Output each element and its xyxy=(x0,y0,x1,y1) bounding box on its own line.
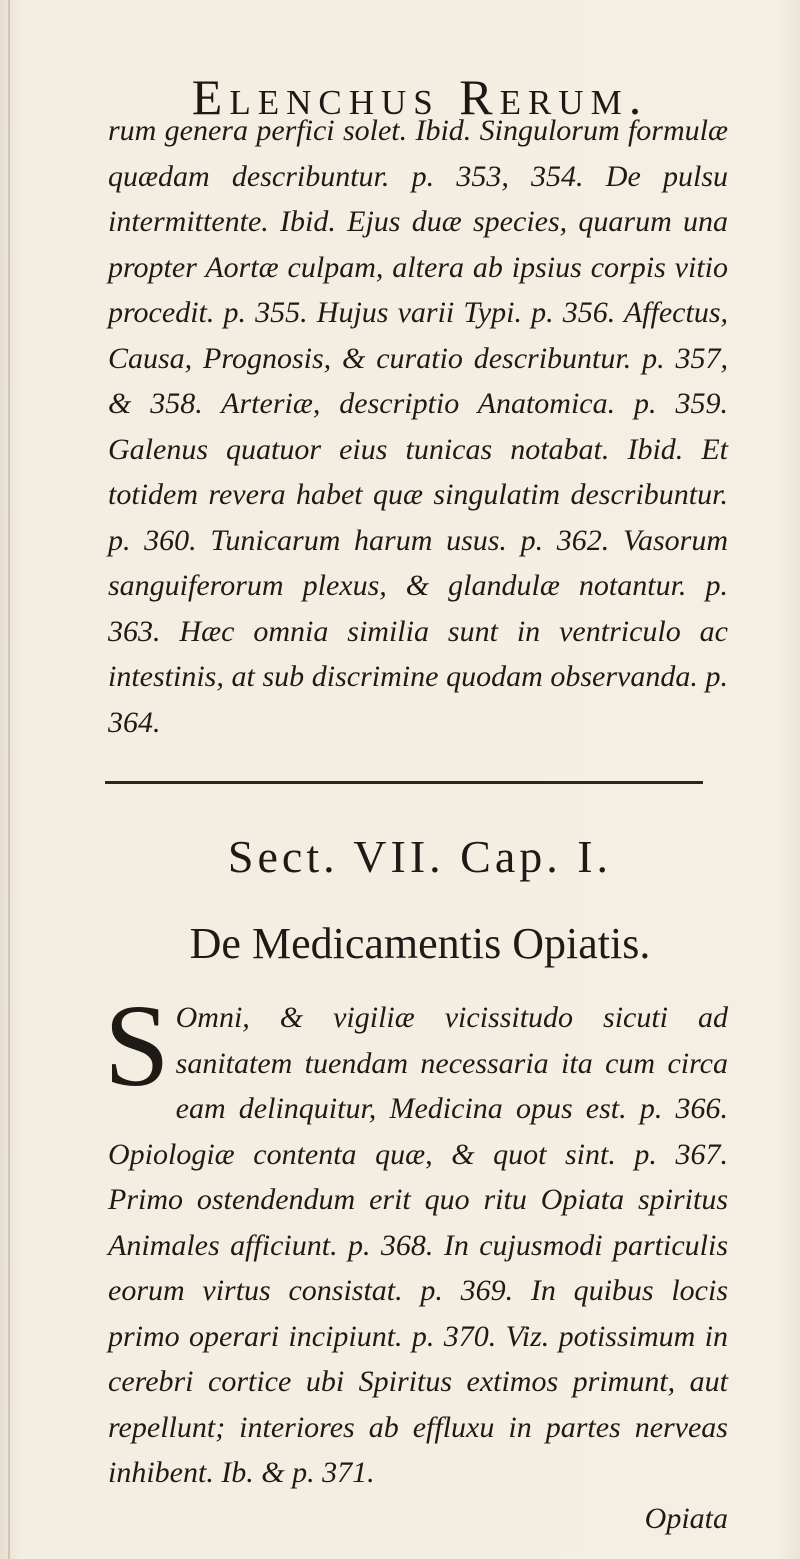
section-heading: Sect. VII. Cap. I. xyxy=(227,831,613,882)
running-head: Elenchus Rerum. xyxy=(191,69,649,125)
section-divider xyxy=(105,781,703,784)
paragraph-text: Omni, & vigiliæ vicissitudo sicuti ad sanitatem tuendam necessaria ita cum circa eam delinquitur, Medicina opus est. p. 366. Opiologiæ contenta quæ, & quot sint. p. 367. Primo ostendendum erit quo ritu Opiata spiritus Animales afficiunt. p. 368. In cujusmodi particulis eorum virtus consistat. p. 369. In quibus locis primo operari incipiunt. p. 370. Viz. potissimum in cerebri cortice ubi Spiritus extimos primunt, aut repellunt; interiores ab effluxu in partes nerveas inhibent. Ib. & p. 371. xyxy=(108,1001,728,1489)
index-entry-paragraph xyxy=(108,108,728,745)
paragraph-text: rum genera perfici solet. Ibid. Singulorum formulæ quædam describuntur. p. 353, 354. De pulsu intermittente. Ibid. Ejus duæ species, quarum una propter Aortæ culpam, altera ab ipsius corpis vitio procedit. p. 355. Hujus varii Typi. p. 356. Affectus, Causa, Prognosis, & curatio describuntur. p. 357, & 358. Arteriæ, descriptio Anatomica. p. 359. Galenus quatuor eius tunicas notabat. Ibid. Et totidem revera habet quæ singulatim describuntur. p. 360. Tunicarum harum usus. p. 362. Vasorum sanguiferorum plexus, & glandulæ notantur. p. 363. Hæc omnia similia sunt in ventriculo ac intestinis, at sub discrimine quodam observanda. p. 364. xyxy=(108,114,728,739)
chapter-title: De Medicamentis Opiatis. xyxy=(189,919,651,968)
drop-cap: S xyxy=(104,980,170,1111)
catchword: Opiata xyxy=(644,1501,728,1535)
page-gutter xyxy=(8,0,10,1559)
chapter-paragraph xyxy=(104,980,728,1541)
